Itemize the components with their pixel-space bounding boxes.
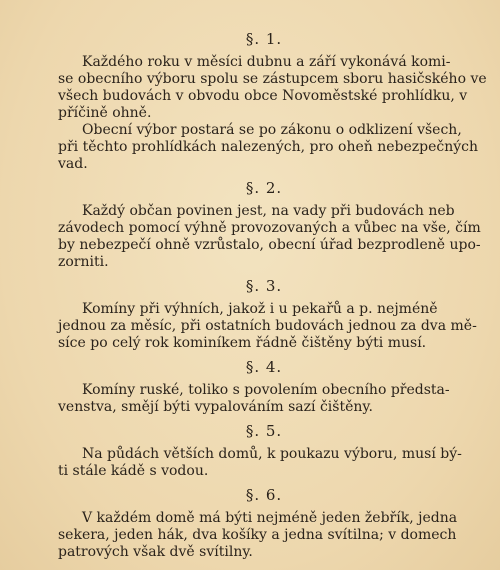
paragraph	[58, 54, 487, 122]
paragraph	[58, 382, 470, 416]
text-line: Obecní výbor postará se po zákonu o odklizení všech,	[82, 122, 462, 138]
text-line: se obecního výboru spolu se zástupcem sboru hasičského ve	[58, 71, 487, 87]
text-line: V každém domě má býti nejméně jeden žebřík, jedna	[82, 510, 458, 526]
section-3	[58, 277, 477, 352]
text-line: všech budovách v obvodu obce Novoměstské prohlídku, v	[58, 88, 468, 104]
text-line: vad.	[58, 156, 88, 172]
section-4	[58, 358, 470, 416]
paragraph	[58, 301, 477, 352]
text-line: venstva, smějí býti vypalováním sazí čištěny.	[58, 399, 373, 415]
paragraph	[58, 510, 470, 561]
text-line: patrových však dvě svítilny.	[58, 544, 253, 560]
text-line: zorniti.	[58, 254, 109, 270]
text-line: sekera, jeden hák, dva košíky a jedna svítilna; v domech	[58, 527, 457, 543]
paragraph	[58, 122, 479, 173]
section-heading: §. 4.	[245, 358, 283, 376]
text-line: Na půdách větších domů, k poukazu výboru, musí bý-	[82, 446, 462, 462]
paragraph	[58, 203, 481, 271]
text-line: Každého roku v měsíci dubnu a září vykonává komi-	[82, 54, 451, 70]
section-heading: §. 5.	[245, 422, 283, 440]
section-heading: §. 3.	[245, 277, 283, 295]
section-heading: §. 2.	[245, 179, 283, 197]
section-1	[58, 30, 487, 173]
text-line: jednou za měsíc, při ostatních budovách jednou za dva mě-	[58, 318, 477, 334]
text-line: ti stále kádě s vodou.	[58, 463, 209, 479]
section-6	[58, 486, 470, 561]
text-line: při těchto prohlídkách nalezených, pro oheň nebezpečných	[58, 139, 479, 155]
text-line: Komíny při výhních, jakož i u pekařů a p. nejméně	[82, 301, 438, 317]
section-5	[58, 422, 470, 480]
text-line: by nebezpečí ohně vzrůstalo, obecní úřad bezprodleně upo-	[58, 237, 481, 253]
paragraph	[58, 446, 470, 480]
section-heading: §. 6.	[245, 486, 283, 504]
section-2	[58, 179, 481, 271]
text-line: Komíny ruské, toliko s povolením obecního předsta-	[82, 382, 450, 398]
section-heading: §. 1.	[245, 30, 283, 48]
text-line: síce po celý rok kominíkem řádně čištěny býti musí.	[58, 335, 427, 351]
text-line: Každý občan povinen jest, na vady při budovách neb	[82, 203, 455, 219]
text-line: příčině ohně.	[58, 105, 152, 121]
text-line: závodech pomocí výhně provozovaných a vůbec na vše, čím	[58, 220, 481, 236]
